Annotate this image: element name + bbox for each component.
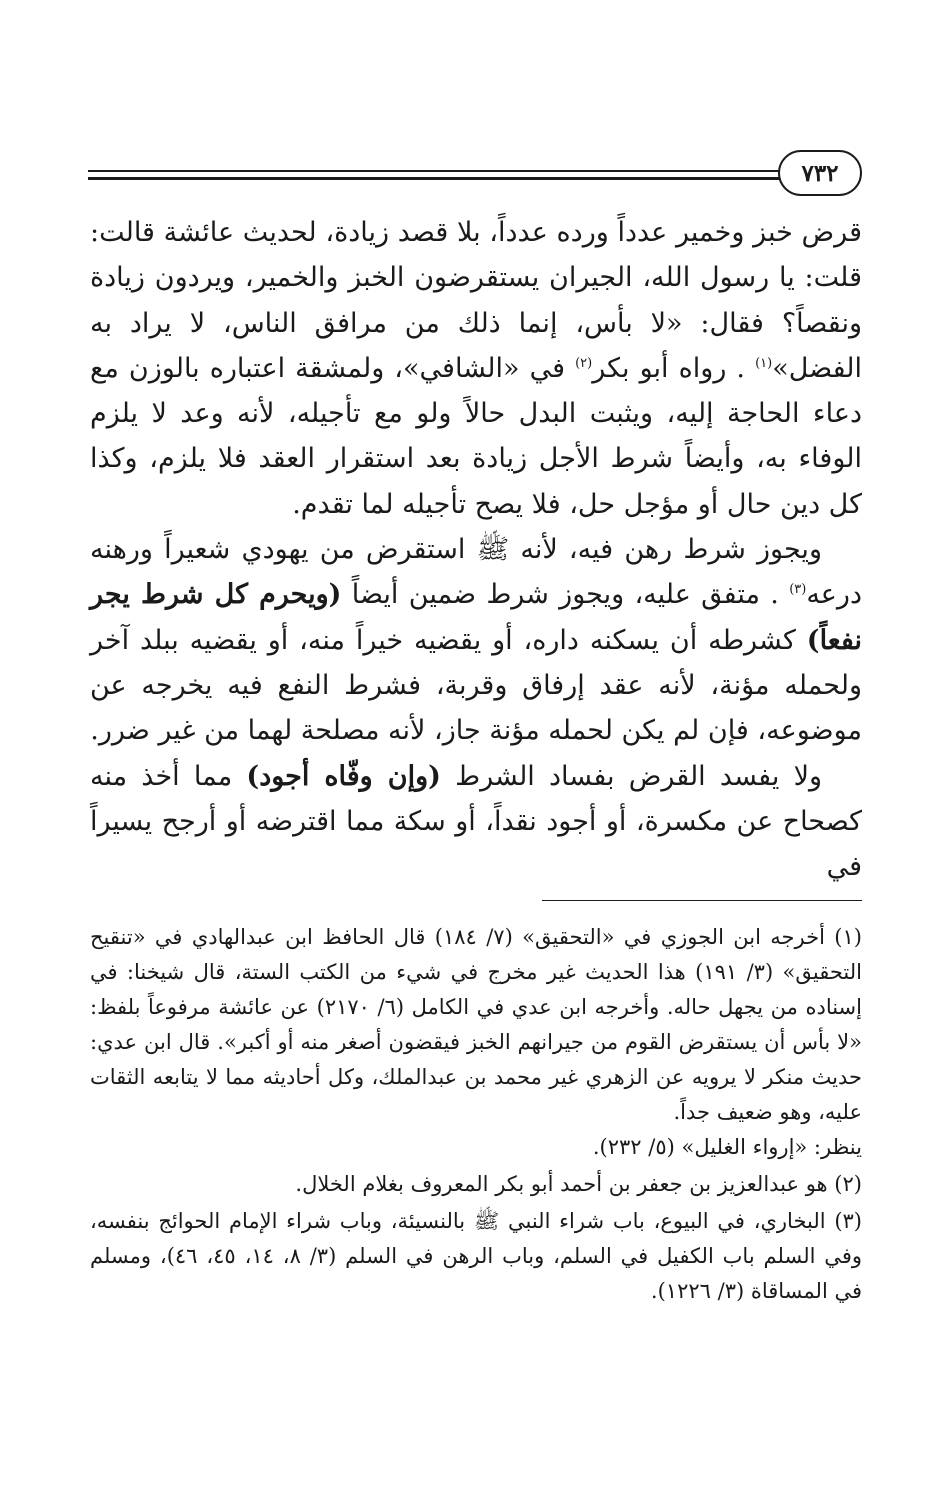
footnote-divider [542,900,862,901]
footnote-ref-2: (٢) [575,355,593,371]
matn-phrase-1: (ويحرم كل شرط يجر نفعاً) [90,579,862,656]
footnote-ref-3: (٣) [789,582,807,598]
paragraph-3: ولا يفسد القرض بفساد الشرط (وإن وفّاه أجود) مما أخذ منه كصحاح عن مكسرة، أو أجود نقداً، أو سكة مما اقترضه أو أرجح يسيراً في [90,760,862,883]
footnote-1-see: ينظر: «إرواء الغليل» (٥/ ٢٣٢). [592,1135,862,1159]
page-header [88,150,862,202]
matn-phrase-2: (وإن وفّاه أجود) [246,760,441,792]
paragraph-1: قرض خبز وخمير عدداً ورده عدداً، بلا قصد زيادة، لحديث عائشة قالت: قلت: يا رسول الله، الجيران يستقرضون الخبز والخمير، ويردون زيادة ونقصاً؟ فقال: «لا بأس، إنما ذلك من مرافق الناس، لا يراد به الفضل»$^{(١)}$ . رواه أبو بكر$^{(٢)}$ في «الشافي»، ولمشقة اعتباره بالوزن مع دعاء الحاجة إليه، ويثبت البدل حالاً ولو مع تأجيله، لأنه وعد لا يلزم الوفاء به، وأيضاً شرط الأجل زيادة بعد استقرار العقد فلا يلزم، وكذا كل دين حال أو مؤجل حل، فلا يصح تأجيله لما تقدم. [90,217,862,520]
footnote-ref-1: (١) [755,355,773,371]
main-text [90,210,862,889]
header-rule-bottom [88,177,780,180]
footnote-1: (١) أخرجه ابن الجوزي في «التحقيق» (٧/ ١٨٤) قال الحافظ ابن عبدالهادي في «تنقيح التحقيق» (٣/ ١٩١) هذا الحديث غير مخرج في شيء من الكتب الستة، قال شيخنا: في إسناده من يجهل حاله. وأخرجه ابن عدي في الكامل (٦/ ٢١٧٠) عن عائشة مرفوعاً بلفظ: «لا بأس أن يستقرض القوم من جيرانهم الخبز فيقضون أصغر منه أو أكبر». قال ابن عدي: حديث منكر لا يرويه عن الزهري غير محمد بن عبدالملك، وكل أحاديثه مما لا يتابعه الثقات عليه، وهو ضعيف جداً. [90,925,862,1124]
footnote-3: (٣) البخاري، في البيوع، باب شراء النبي ﷺ بالنسيئة، وباب شراء الإمام الحوائج بنفسه، وفي السلم باب الكفيل في السلم، وباب الرهن في السلم (٣/ ٨، ١٤، ٤٥، ٤٦)، ومسلم في المساقاة (٣/ ١٢٢٦). [90,1209,862,1303]
page-number: ٧٣٢ [778,150,862,196]
header-rule-top [88,170,780,172]
footnotes [90,920,862,1309]
footnote-2: (٢) هو عبدالعزيز بن جعفر بن أحمد أبو بكر المعروف بغلام الخلال. [295,1172,862,1196]
paragraph-2: ويجوز شرط رهن فيه، لأنه ﷺ استقرض من يهودي شعيراً ورهنه درعه$^{(٣)}$ . متفق عليه، ويجوز شرط ضمين أيضاً (ويحرم كل شرط يجر نفعاً) كشرطه أن يسكنه داره، أو يقضيه خيراً منه، أو يقضيه ببلد آخر ولحمله مؤنة، لأنه عقد إرفاق وقربة، فشرط النفع فيه يخرجه عن موضوعه، فإن لم يكن لحمله مؤنة جاز، لأنه مصلحة لهما من غير ضرر. [90,534,862,747]
